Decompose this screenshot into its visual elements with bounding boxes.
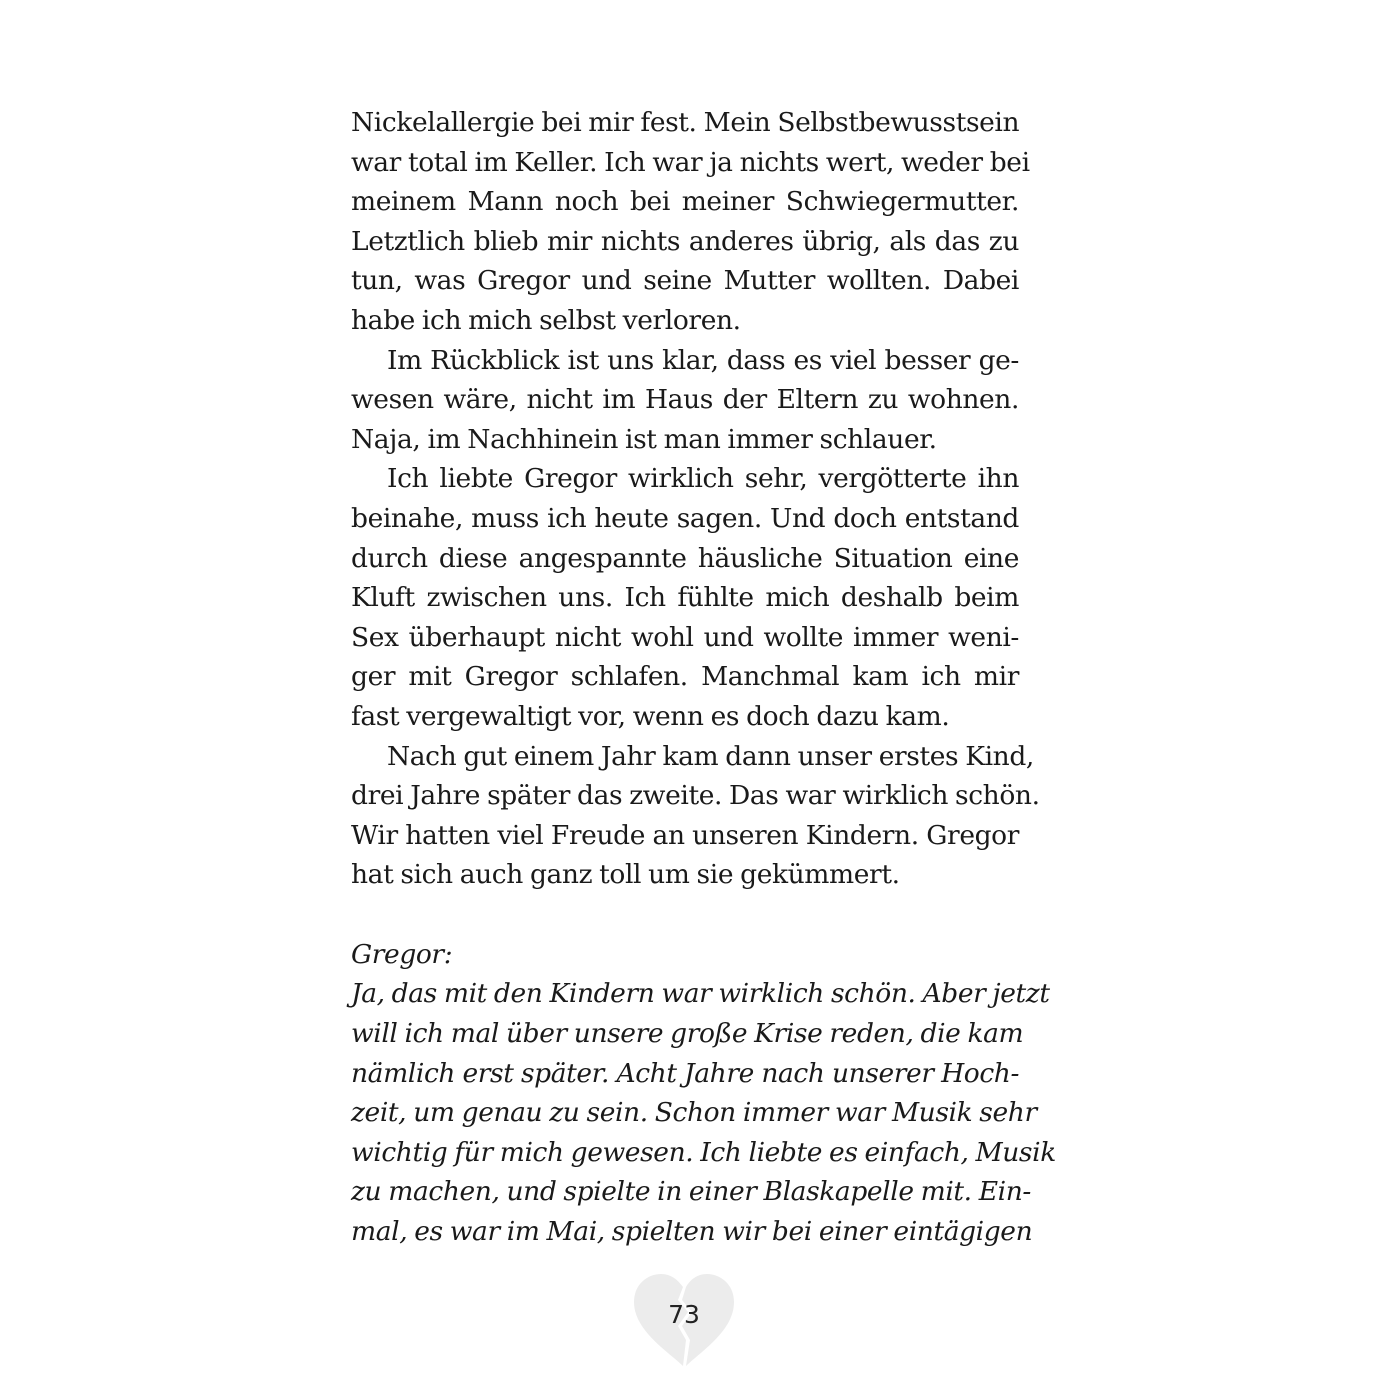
speaker-name: Gregor: [351,938,453,970]
paragraph [351,737,1040,895]
text-line: wichtig für mich gewesen. Ich liebte es einfach, Musik [351,1136,1056,1168]
page-footer [628,1270,740,1370]
text-line: habe ich mich selbst verloren. [351,304,741,336]
text-line: fast vergewaltigt vor, wenn es doch dazu kam. [351,700,950,732]
text-line: Im Rückblick ist uns klar, dass es viel besser ge- [387,344,1019,376]
paragraph [351,341,1019,460]
text-line: Nickelallergie bei mir fest. Mein Selbstbewusstsein [351,107,1020,138]
text-line: war total im Keller. Ich war ja nichts wert, weder bei [351,146,1030,178]
text-line: Sex überhaupt nicht wohl und wollte immer weni- [351,621,1019,653]
page-number: 73 [668,1300,700,1329]
text-line: zeit, um genau zu sein. Schon immer war Musik sehr [351,1097,1037,1129]
text-line: will ich mal über unsere große Krise reden, die kam [351,1018,1024,1050]
text-line: drei Jahre später das zweite. Das war wirklich schön. [351,780,1040,812]
text-line: wesen wäre, nicht im Haus der Eltern zu wohnen. [351,384,1019,416]
section-gap [351,895,1019,935]
text-line: Nach gut einem Jahr kam dann unser erstes Kind, [387,740,1034,772]
speaker-section [351,935,1056,1252]
book-page-text [351,103,1056,1252]
text-line: Ich liebte Gregor wirklich sehr, vergötterte ihn [387,463,1019,495]
text-line: hat sich auch ganz toll um sie gekümmert. [351,859,900,891]
text-line: beinahe, muss ich heute sagen. Und doch entstand [351,502,1019,534]
text-line: Ja, das mit den Kindern war wirklich schön. Aber jetzt [351,978,1050,1010]
text-line: ger mit Gregor schlafen. Manchmal kam ich mir [351,661,1019,693]
text-line: Letztlich blieb mir nichts anderes übrig, als das zu [351,225,1019,257]
text-line: nämlich erst später. Acht Jahre nach unserer Hoch- [351,1057,1019,1089]
text-line: meinem Mann noch bei meiner Schwiegermutter. [351,186,1019,218]
text-line: Wir hatten viel Freude an unseren Kindern. Gregor [351,819,1019,851]
text-line: Naja, im Nachhinein ist man immer schlauer. [351,423,937,455]
text-line: mal, es war im Mai, spielten wir bei einer eintägigen [351,1216,1033,1248]
paragraph [351,103,1030,341]
text-line: zu machen, und spielte in einer Blaskapelle mit. Ein- [351,1176,1031,1208]
text-line: durch diese angespannte häusliche Situation eine [351,542,1019,574]
text-line: tun, was Gregor und seine Mutter wollten. Dabei [351,265,1019,297]
text-line: Kluft zwischen uns. Ich fühlte mich deshalb beim [351,582,1019,614]
paragraph [351,459,1019,736]
